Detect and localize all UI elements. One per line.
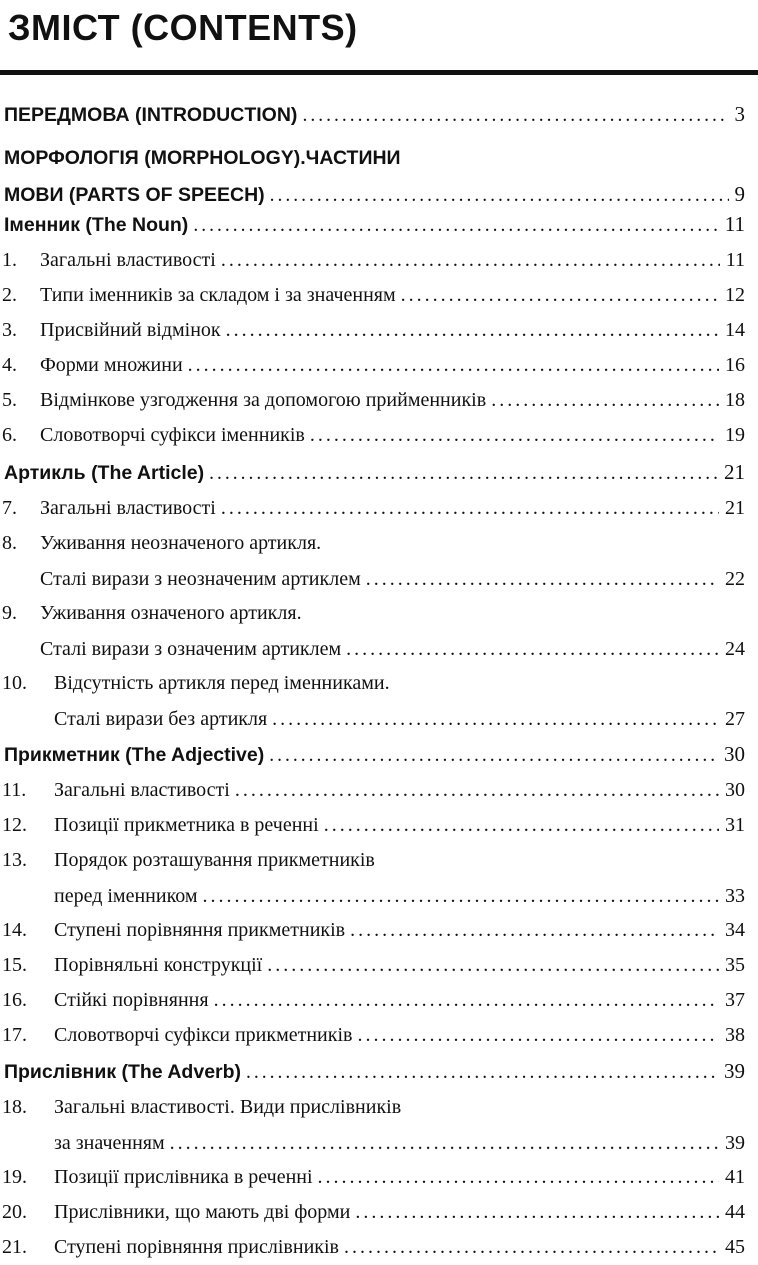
leader-dots [246, 1055, 718, 1091]
toc-entry-text: Загальні властивості [40, 497, 216, 519]
toc-entry-text: Загальні властивості [40, 249, 216, 271]
toc-section-morphology[interactable] [0, 140, 745, 212]
toc-page-number: 44 [725, 1201, 745, 1223]
toc-item-number: 17. [2, 1024, 27, 1046]
toc-item-number: 14. [2, 919, 27, 941]
toc-entry-text-line1: Уживання означеного артикля. [40, 602, 302, 624]
toc-item-19[interactable] [0, 1159, 745, 1195]
toc-entry-text: Загальні властивості [54, 779, 230, 801]
toc-item-10[interactable] [0, 665, 745, 737]
toc-item-number: 19. [2, 1166, 27, 1188]
toc-entry-text-line2: Сталі вирази з означеним артиклем [40, 638, 342, 660]
toc-item-8[interactable] [0, 525, 745, 597]
toc-item-5[interactable] [0, 382, 745, 418]
leader-dots [226, 312, 719, 348]
toc-item-1[interactable] [0, 242, 745, 278]
toc-entry-text: Типи іменників за складом і за значенням [40, 284, 396, 306]
toc-entry-text-line2: МОВИ (PARTS OF SPEECH) [4, 184, 265, 206]
toc-entry-text-line1: Уживання неозначеного артикля. [40, 532, 322, 554]
toc-entry-text: Ступені порівняння прислівників [54, 1236, 339, 1258]
leader-dots [357, 1017, 719, 1053]
toc-entry-text: Прикметник (The Adjective) [4, 744, 265, 766]
toc-item-21[interactable] [0, 1229, 745, 1265]
toc-section-noun[interactable] [0, 206, 745, 242]
toc-item-number: 11. [2, 779, 27, 801]
leader-dots [221, 242, 720, 278]
toc-item-18[interactable] [0, 1089, 745, 1161]
toc-entry-text: Артикль (The Article) [4, 462, 205, 484]
toc-page-number: 21 [725, 497, 745, 519]
toc-entry-text: Словотворчі суфікси прикметників [54, 1024, 353, 1046]
toc-section-introduction[interactable] [0, 96, 745, 132]
leader-dots [350, 912, 719, 948]
toc-item-13[interactable] [0, 842, 745, 914]
toc-entry-text: Позиції прислівника в реченні [54, 1166, 313, 1188]
toc-page-number: 18 [725, 389, 745, 411]
toc-page-number: 16 [725, 354, 745, 376]
toc-page-number: 33 [725, 885, 745, 907]
toc-item-number: 16. [2, 989, 27, 1011]
leader-dots [188, 347, 719, 383]
leader-dots [267, 947, 719, 983]
toc-page-number: 11 [725, 249, 745, 271]
toc-entry-text-line1: Загальні властивості. Види прислівників [54, 1096, 402, 1118]
toc-entry-text: Позиції прикметника в реченні [54, 814, 319, 836]
toc-entry-text: Іменник (The Noun) [4, 214, 189, 236]
toc-item-6[interactable] [0, 417, 745, 453]
toc-page-number: 35 [725, 954, 745, 976]
toc-section-article[interactable] [0, 454, 745, 490]
page-title: ЗМІСТ (CONTENTS) [8, 7, 358, 48]
toc-entry-text-line2: Сталі вирази без артикля [54, 708, 268, 730]
toc-page-number: 9 [734, 182, 745, 206]
toc-entry-text-line2: Сталі вирази з неозначеним артиклем [40, 568, 361, 590]
toc-page-number: 38 [725, 1024, 745, 1046]
toc-item-20[interactable] [0, 1194, 745, 1230]
toc-page-number: 39 [724, 1059, 745, 1083]
toc-page-number: 39 [725, 1132, 745, 1154]
leader-dots [269, 738, 718, 774]
toc-item-number: 9. [2, 602, 17, 624]
toc-item-16[interactable] [0, 982, 745, 1018]
leader-dots [355, 1194, 719, 1230]
toc-item-15[interactable] [0, 947, 745, 983]
leader-dots [310, 417, 719, 453]
leader-dots [401, 277, 719, 313]
leader-dots [302, 98, 728, 134]
toc-item-number: 21. [2, 1236, 27, 1258]
toc-entry-text: Словотворчі суфікси іменників [40, 424, 305, 446]
toc-page-number: 34 [725, 919, 745, 941]
toc-page-number: 3 [734, 102, 745, 126]
toc-entry-text: Прислівник (The Adverb) [4, 1061, 242, 1083]
leader-dots [272, 701, 719, 737]
toc-item-9[interactable] [0, 595, 745, 667]
toc-page-number: 24 [725, 638, 745, 660]
toc-page-number: 11 [724, 212, 745, 236]
toc-entry-text: Прислівники, що мають дві форми [54, 1201, 351, 1223]
toc-item-number: 5. [2, 389, 17, 411]
toc-entry-text-line1: Відсутність артикля перед іменниками. [54, 672, 390, 694]
toc-section-adjective[interactable] [0, 736, 745, 772]
toc-item-2[interactable] [0, 277, 745, 313]
leader-dots [214, 982, 719, 1018]
toc-item-number: 10. [2, 672, 27, 694]
toc-item-number: 1. [2, 249, 17, 271]
toc-item-number: 3. [2, 319, 17, 341]
toc-page-number: 45 [725, 1236, 745, 1258]
leader-dots [344, 1229, 719, 1265]
title-divider [0, 70, 758, 75]
toc-page-number: 27 [725, 708, 745, 730]
toc-entry-text-line2: перед іменником [54, 885, 198, 907]
leader-dots [324, 807, 719, 843]
toc-page-number: 31 [725, 814, 745, 836]
toc-page-number: 12 [725, 284, 745, 306]
toc-item-number: 15. [2, 954, 27, 976]
toc-entry-text: Стійкі порівняння [54, 989, 209, 1011]
toc-entry-text: ПЕРЕДМОВА (INTRODUCTION) [4, 104, 298, 126]
toc-page-number: 30 [724, 742, 745, 766]
leader-dots [491, 382, 719, 418]
toc-page-number: 19 [725, 424, 745, 446]
toc-item-number: 7. [2, 497, 17, 519]
toc-entry-text: Порівняльні конструкції [54, 954, 263, 976]
toc-item-number: 8. [2, 532, 17, 554]
toc-entry-text: Присвійний відмінок [40, 319, 221, 341]
toc-page-number: 37 [725, 989, 745, 1011]
toc-item-14[interactable] [0, 912, 745, 948]
leader-dots [318, 1159, 719, 1195]
toc-entry-text: Форми множини [40, 354, 183, 376]
toc-entry-text-line1: МОРФОЛОГІЯ (MORPHOLOGY).ЧАСТИНИ [4, 147, 401, 169]
toc-item-number: 18. [2, 1096, 27, 1118]
toc-entry-text: Ступені порівняння прикметників [54, 919, 346, 941]
leader-dots [170, 1125, 719, 1161]
toc-page-number: 30 [725, 779, 745, 801]
toc-item-number: 2. [2, 284, 17, 306]
toc-item-11[interactable] [0, 772, 745, 808]
leader-dots [221, 490, 719, 526]
toc-item-number: 6. [2, 424, 17, 446]
toc-page-number: 14 [725, 319, 745, 341]
toc-item-4[interactable] [0, 347, 745, 383]
toc-item-17[interactable] [0, 1017, 745, 1053]
toc-item-number: 13. [2, 849, 27, 871]
toc-entry-text-line1: Порядок розташування прикметників [54, 849, 375, 871]
toc-page-number: 22 [725, 568, 745, 590]
toc-section-adverb[interactable] [0, 1053, 745, 1089]
toc-item-number: 20. [2, 1201, 27, 1223]
toc-item-3[interactable] [0, 312, 745, 348]
toc-item-12[interactable] [0, 807, 745, 843]
leader-dots [346, 631, 719, 667]
toc-item-number: 4. [2, 354, 17, 376]
toc-entry-text: Відмінкове узгодження за допомогою прийменників [40, 389, 487, 411]
toc-page-number: 41 [725, 1166, 745, 1188]
leader-dots [193, 208, 718, 244]
toc-page-number: 21 [724, 460, 745, 484]
leader-dots [235, 772, 719, 808]
leader-dots [203, 878, 719, 914]
toc-entry-text-line2: за значенням [54, 1132, 165, 1154]
toc-item-number: 12. [2, 814, 27, 836]
toc-item-7[interactable] [0, 490, 745, 526]
leader-dots [366, 561, 719, 597]
leader-dots [209, 456, 718, 492]
